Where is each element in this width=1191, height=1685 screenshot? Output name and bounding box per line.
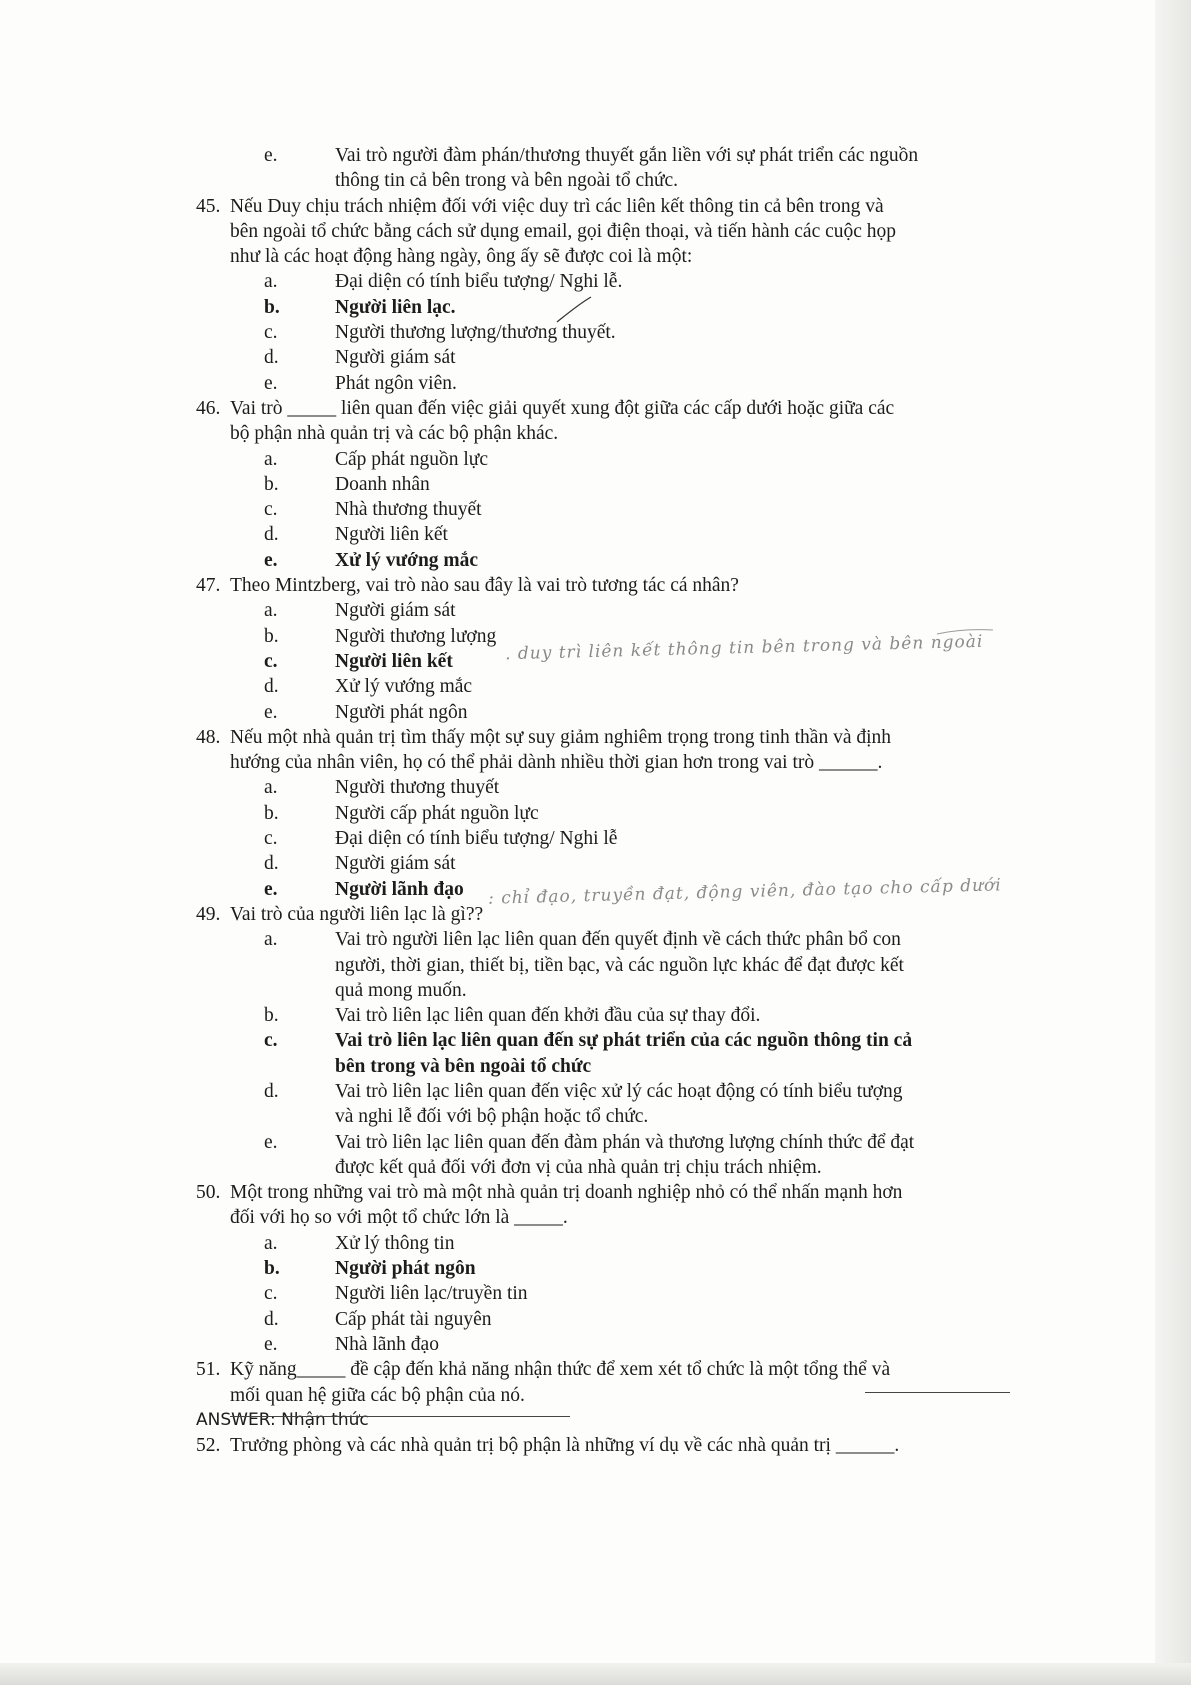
answer-option-c	[198, 320, 1058, 345]
option-letter: e.	[264, 701, 278, 723]
question-number: 51.	[196, 1359, 221, 1381]
question-text-line: đối với họ so với một tổ chức lớn là _____.	[230, 1207, 568, 1229]
answer-option-c	[198, 1281, 1058, 1306]
option-text-line: Cấp phát tài nguyên	[335, 1308, 492, 1330]
answer-option-c	[198, 497, 1058, 522]
option-text-line: Người cấp phát nguồn lực	[335, 802, 539, 824]
option-text-line: Người thương lượng/thương thuyết.	[335, 322, 616, 344]
answer-line: ANSWER: Nhận thức	[196, 1409, 369, 1430]
option-letter: b.	[264, 625, 279, 647]
option-letter: c.	[264, 650, 278, 672]
option-letter: e.	[264, 878, 278, 900]
option-text-line: được kết quả đối với đơn vị của nhà quản trị chịu trách nhiệm.	[335, 1156, 822, 1178]
option-text-line: Nhà thương thuyết	[335, 499, 482, 521]
option-letter: d.	[264, 1308, 279, 1330]
question-number: 52.	[196, 1434, 221, 1456]
answer-option-b	[198, 1256, 1058, 1281]
option-letter: d.	[264, 347, 279, 369]
option-text-line: Vai trò liên lạc liên quan đến sự phát triển của các nguồn thông tin cả	[335, 1030, 913, 1052]
question-text-line: Theo Mintzberg, vai trò nào sau đây là vai trò tương tác cá nhân?	[230, 575, 739, 597]
answer-option-a	[198, 775, 1058, 800]
question-text-line: bộ phận nhà quản trị và các bộ phận khác.	[230, 423, 559, 445]
question-text-line: Một trong những vai trò mà một nhà quản trị doanh nghiệp nhỏ có thể nhấn mạnh hơn	[230, 1182, 903, 1204]
option-text-line: Phát ngôn viên.	[335, 372, 457, 394]
scan-edge-bottom	[0, 1663, 1191, 1685]
pencil-stroke	[935, 628, 995, 636]
question-text-line: Nếu Duy chịu trách nhiệm đối với việc duy trì các liên kết thông tin cả bên trong và	[230, 195, 884, 217]
option-text-line: Người phát ngôn	[335, 701, 468, 723]
question-46	[198, 396, 1058, 447]
option-letter: b.	[264, 802, 279, 824]
option-text-line: thông tin cả bên trong và bên ngoài tổ chức.	[335, 170, 679, 192]
option-letter: c.	[264, 322, 278, 344]
answer-option-e	[198, 548, 1058, 573]
answer-option-b	[198, 1003, 1058, 1028]
option-letter: d.	[264, 1080, 279, 1102]
option-letter: e.	[264, 145, 278, 166]
question-number: 47.	[196, 575, 221, 597]
answer-option-d	[198, 522, 1058, 547]
option-text-line: Vai trò người đàm phán/thương thuyết gắn liền với sự phát triển các nguồn	[335, 145, 919, 166]
question-49	[198, 902, 1058, 927]
option-text-line: người, thời gian, thiết bị, tiền bạc, và các nguồn lực khác để đạt được kết	[335, 954, 904, 976]
option-text-line: Vai trò liên lạc liên quan đến việc xử lý các hoạt động có tính biểu tượng	[335, 1080, 903, 1102]
option-text-line: quả mong muốn.	[335, 979, 467, 1001]
option-letter: e.	[264, 1333, 278, 1355]
option-letter: b.	[264, 296, 280, 318]
answer-option-d	[198, 851, 1058, 876]
answer-option-e	[198, 700, 1058, 725]
option-letter: c.	[264, 499, 278, 521]
option-text-line: Người liên lạc/truyền tin	[335, 1283, 528, 1305]
handwritten-note-48e: : chỉ đạo, truyền đạt, động viên, đào tạo cho cấp dưới	[487, 875, 1002, 909]
option-text-line: Cấp phát nguồn lực	[335, 448, 489, 470]
question-45	[198, 194, 1058, 270]
option-letter: b.	[264, 1005, 279, 1027]
option-text-line: và nghi lễ đối với bộ phận hoặc tổ chức.	[335, 1106, 649, 1128]
option-letter: d.	[264, 853, 279, 875]
answer-option-a	[198, 1231, 1058, 1256]
option-letter: c.	[264, 1283, 278, 1305]
option-letter: a.	[264, 271, 278, 293]
option-text-line: Người thương lượng	[335, 625, 497, 647]
question-number: 49.	[196, 903, 221, 925]
answer-option-a	[198, 598, 1058, 623]
option-letter: c.	[264, 828, 278, 850]
option-text-line: Người liên kết	[335, 650, 453, 672]
question-48	[198, 725, 1058, 776]
question-number: 45.	[196, 195, 221, 217]
question-list	[198, 143, 1058, 1458]
answer-option-c	[198, 1028, 1058, 1079]
option-letter: d.	[264, 524, 279, 546]
question-text-line: mối quan hệ giữa các bộ phận của nó.	[230, 1384, 525, 1406]
option-text-line: Người giám sát	[335, 600, 456, 622]
answer-option-d	[198, 345, 1058, 370]
option-text-line: Vai trò liên lạc liên quan đến khởi đầu của sự thay đổi.	[335, 1005, 761, 1027]
option-text-line: Người giám sát	[335, 853, 456, 875]
answer-option-d	[198, 1079, 1058, 1130]
option-text-line: Xử lý vướng mắc	[335, 676, 473, 698]
answer-option-e	[198, 371, 1058, 396]
question-text-line: Vai trò của người liên lạc là gì??	[230, 903, 484, 925]
option-letter: d.	[264, 676, 279, 698]
option-letter: e.	[264, 372, 278, 394]
answer-option-a	[198, 447, 1058, 472]
option-text-line: Người liên lạc.	[335, 296, 456, 318]
question-text-line: Trưởng phòng và các nhà quản trị bộ phận là những ví dụ về các nhà quản trị ______.	[230, 1434, 900, 1456]
option-text-line: Người giám sát	[335, 347, 456, 369]
option-text-line: Đại diện có tính biểu tượng/ Nghi lễ	[335, 828, 618, 850]
question-50	[198, 1180, 1058, 1231]
underline-mark-1	[865, 1392, 1010, 1393]
question-47	[198, 573, 1058, 598]
option-text-line: Xử lý vướng mắc	[335, 549, 479, 571]
answer-option-a	[198, 269, 1058, 294]
option-letter: b.	[264, 473, 279, 495]
underline-mark-2	[230, 1416, 570, 1417]
option-text-line: Người phát ngôn	[335, 1258, 476, 1280]
question-text-line: Nếu một nhà quản trị tìm thấy một sự suy giảm nghiêm trọng trong tinh thần và định	[230, 726, 892, 748]
option-letter: a.	[264, 929, 278, 951]
option-letter: a.	[264, 448, 278, 470]
option-letter: a.	[264, 777, 278, 799]
scan-edge-right	[1155, 0, 1191, 1685]
answer-option-b	[198, 801, 1058, 826]
option-letter: e.	[264, 1131, 278, 1153]
question-text-line: Vai trò _____ liên quan đến việc giải quyết xung đột giữa các cấp dưới hoặc giữa các	[230, 397, 895, 419]
answer-option-b	[198, 472, 1058, 497]
answer-option-e	[198, 143, 1058, 194]
option-text-line: Doanh nhân	[335, 473, 430, 495]
question-number: 50.	[196, 1182, 221, 1204]
answer-option-d	[198, 1307, 1058, 1332]
question-text-line: Kỹ năng_____ đề cập đến khả năng nhận thức để xem xét tổ chức là một tổng thể và	[230, 1359, 891, 1381]
option-letter: a.	[264, 600, 278, 622]
option-letter: b.	[264, 1258, 280, 1280]
answer-option-e	[198, 1130, 1058, 1181]
question-text-line: bên ngoài tổ chức bằng cách sử dụng email, gọi điện thoại, và tiến hành các cuộc họp	[230, 220, 897, 242]
option-text-line: Người lãnh đạo	[335, 878, 464, 900]
question-51	[198, 1357, 1058, 1408]
option-text-line: Đại diện có tính biểu tượng/ Nghi lễ.	[335, 271, 623, 293]
answer-option-b	[198, 295, 1058, 320]
option-text-line: Xử lý thông tin	[335, 1232, 455, 1254]
option-text-line: Vai trò liên lạc liên quan đến đàm phán và thương lượng chính thức để đạt	[335, 1131, 915, 1153]
option-letter: a.	[264, 1232, 278, 1254]
pen-slash-mark	[555, 294, 595, 324]
question-number: 48.	[196, 726, 221, 748]
question-52	[198, 1433, 1058, 1458]
question-text-line: như là các hoạt động hàng ngày, ông ấy sẽ được coi là một:	[230, 246, 693, 268]
option-text-line: Người liên kết	[335, 524, 448, 546]
option-text-line: Nhà lãnh đạo	[335, 1333, 439, 1355]
option-text-line: Người thương thuyết	[335, 777, 500, 799]
question-text-line: hướng của nhân viên, họ có thể phải dành nhiều thời gian hơn trong vai trò ______.	[230, 752, 883, 774]
answer-option-c	[198, 826, 1058, 851]
answer-option-d	[198, 674, 1058, 699]
option-letter: e.	[264, 549, 278, 571]
handwritten-note-47c: . duy trì liên kết thông tin bên trong và bên ngoài	[504, 631, 984, 665]
question-number: 46.	[196, 397, 221, 419]
option-text-line: Vai trò người liên lạc liên quan đến quyết định về cách thức phân bổ con	[335, 929, 901, 951]
option-text-line: bên trong và bên ngoài tổ chức	[335, 1055, 592, 1077]
answer-option-a	[198, 927, 1058, 1003]
option-letter: c.	[264, 1030, 278, 1052]
answer-option-e	[198, 1332, 1058, 1357]
